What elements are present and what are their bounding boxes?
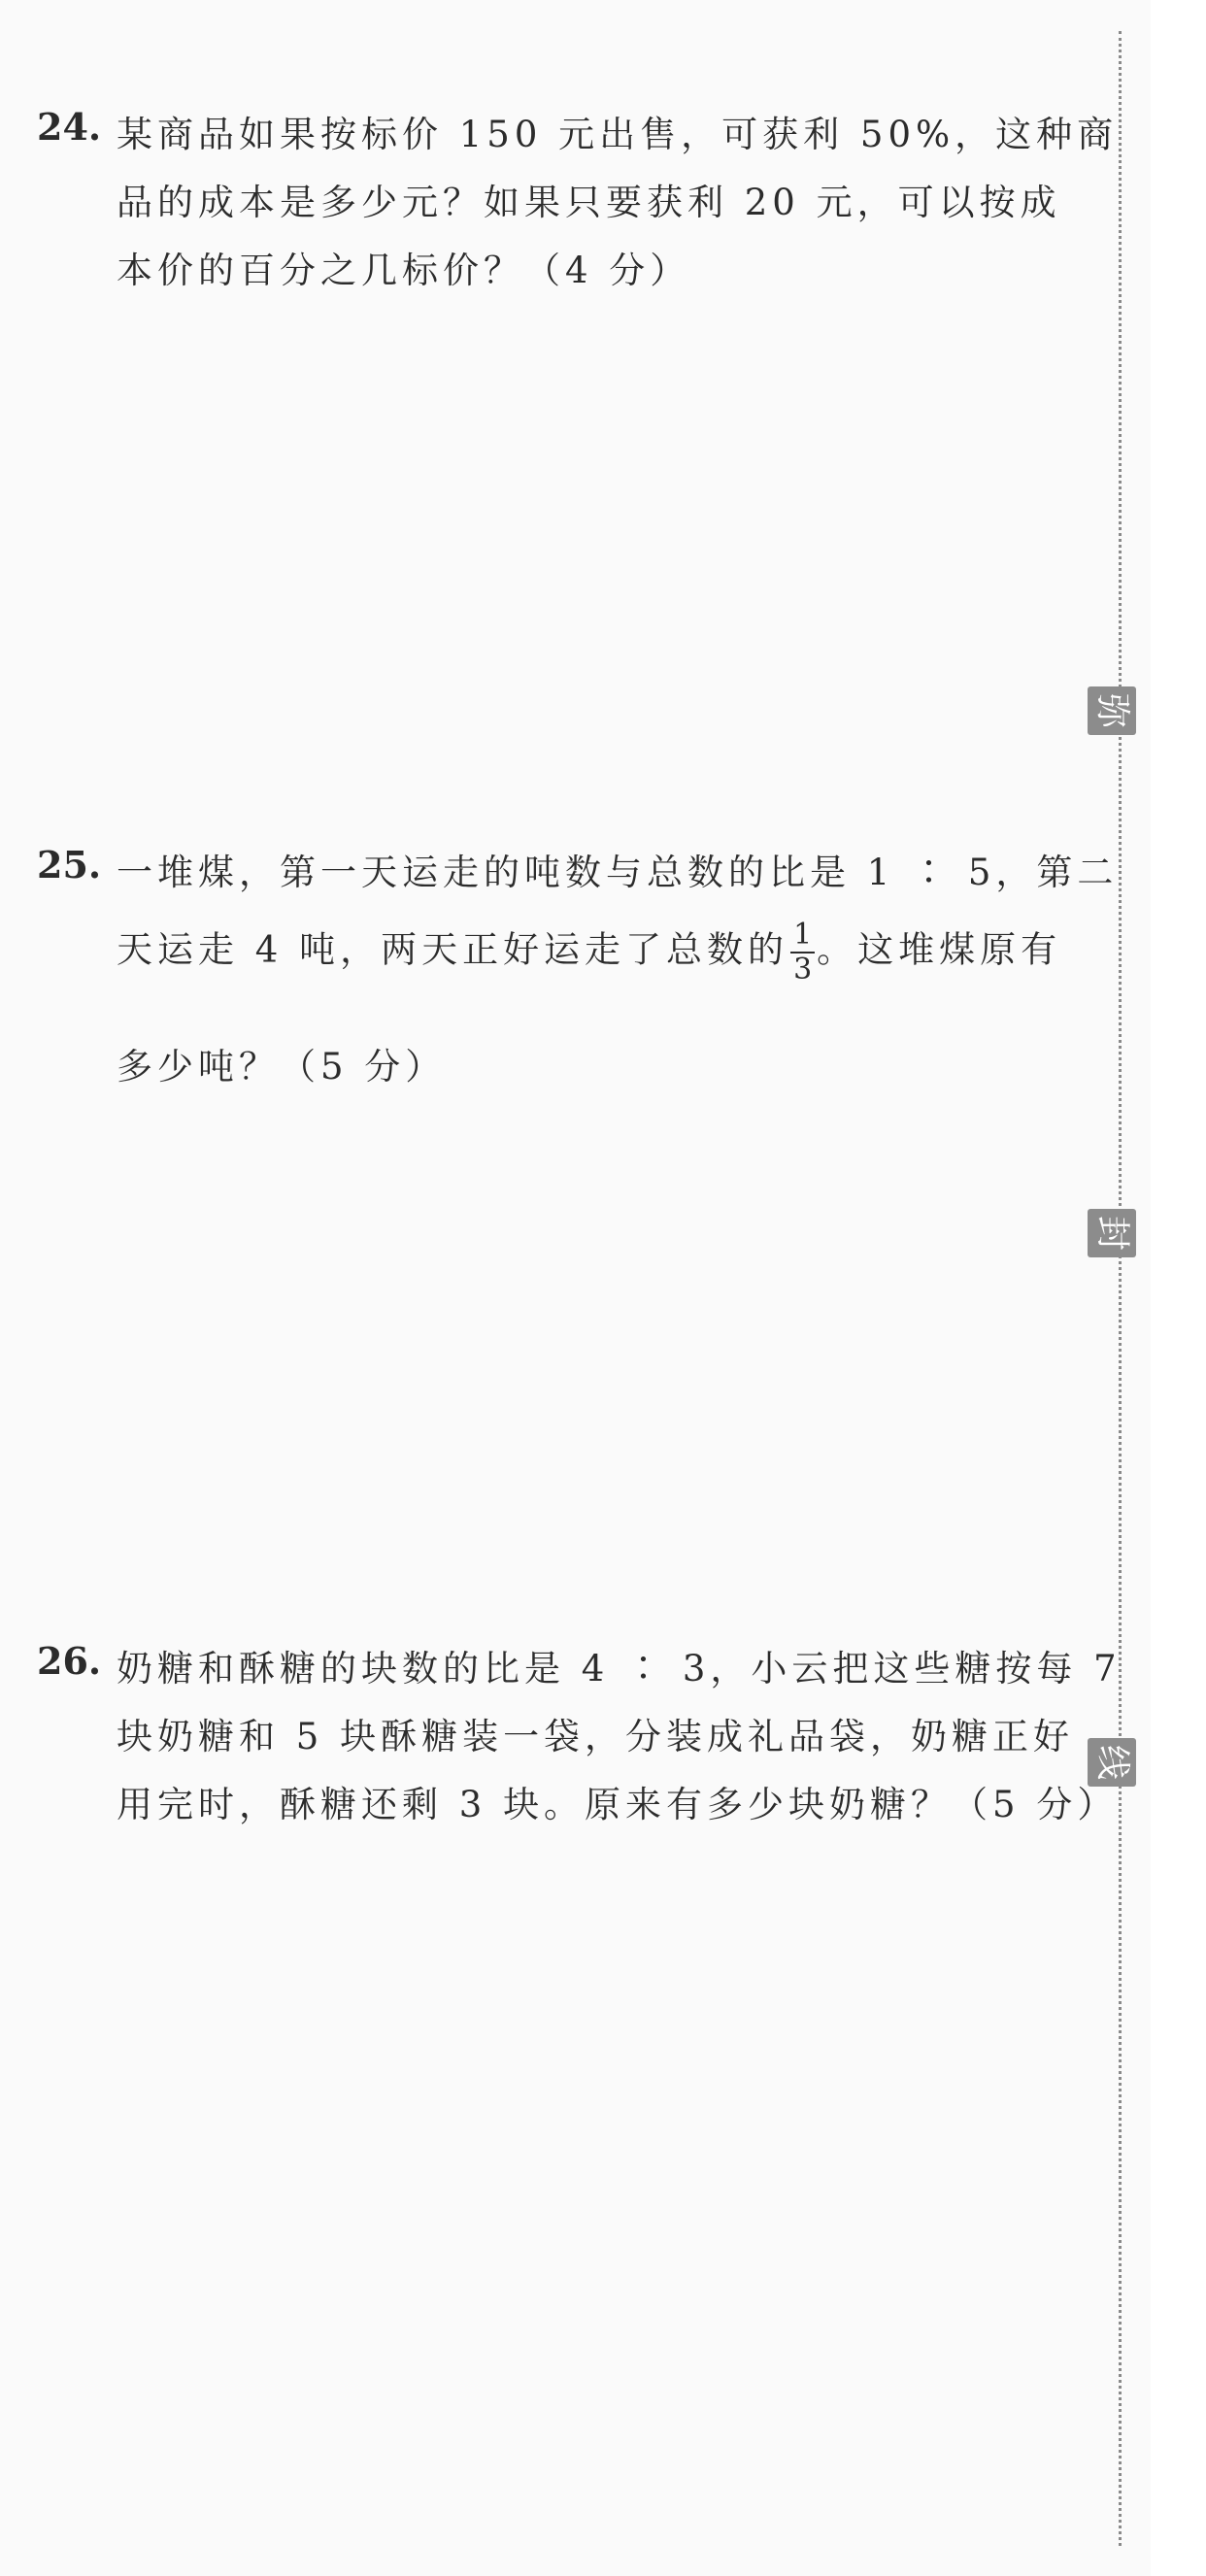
question-text-line: 多少吨？（5 分） — [117, 1046, 447, 1087]
question-text-segment: 天运走 4 吨，两天正好运走了总数的 — [117, 928, 789, 971]
fraction-numerator: 1 — [790, 919, 815, 953]
fraction-denominator: 3 — [793, 953, 813, 987]
question-text-line: 本价的百分之几标价？（4 分） — [117, 250, 691, 291]
question-text-line: 品的成本是多少元？如果只要获利 20 元，可以按成 — [117, 182, 1061, 223]
binding-dotted-line — [1119, 31, 1122, 2546]
question-text-line: 某商品如果按标价 150 元出售，可获利 50%，这种商 — [117, 114, 1119, 155]
question-number: 24. — [37, 105, 102, 149]
binding-mark-mi: 弥 — [1088, 686, 1136, 735]
question-text-line: 奶糖和酥糖的块数的比是 4 ∶ 3，小云把这些糖按每 7 — [117, 1648, 1122, 1689]
question-text-line-with-fraction — [117, 919, 1061, 987]
binding-mark-xian: 线 — [1088, 1738, 1136, 1787]
question-text-line: 用完时，酥糖还剩 3 块。原来有多少块奶糖？（5 分） — [117, 1784, 1119, 1825]
binding-mark-feng: 封 — [1088, 1209, 1136, 1257]
question-text-line: 一堆煤，第一天运走的吨数与总数的比是 1 ∶ 5，第二 — [117, 852, 1119, 893]
question-number: 25. — [37, 843, 102, 887]
question-text-segment: 。这堆煤原有 — [817, 928, 1062, 971]
binding-margin — [1151, 0, 1206, 2576]
fraction-one-third — [790, 919, 815, 987]
question-number: 26. — [37, 1639, 102, 1683]
question-text-line: 块奶糖和 5 块酥糖装一袋，分装成礼品袋，奶糖正好 — [117, 1716, 1075, 1757]
